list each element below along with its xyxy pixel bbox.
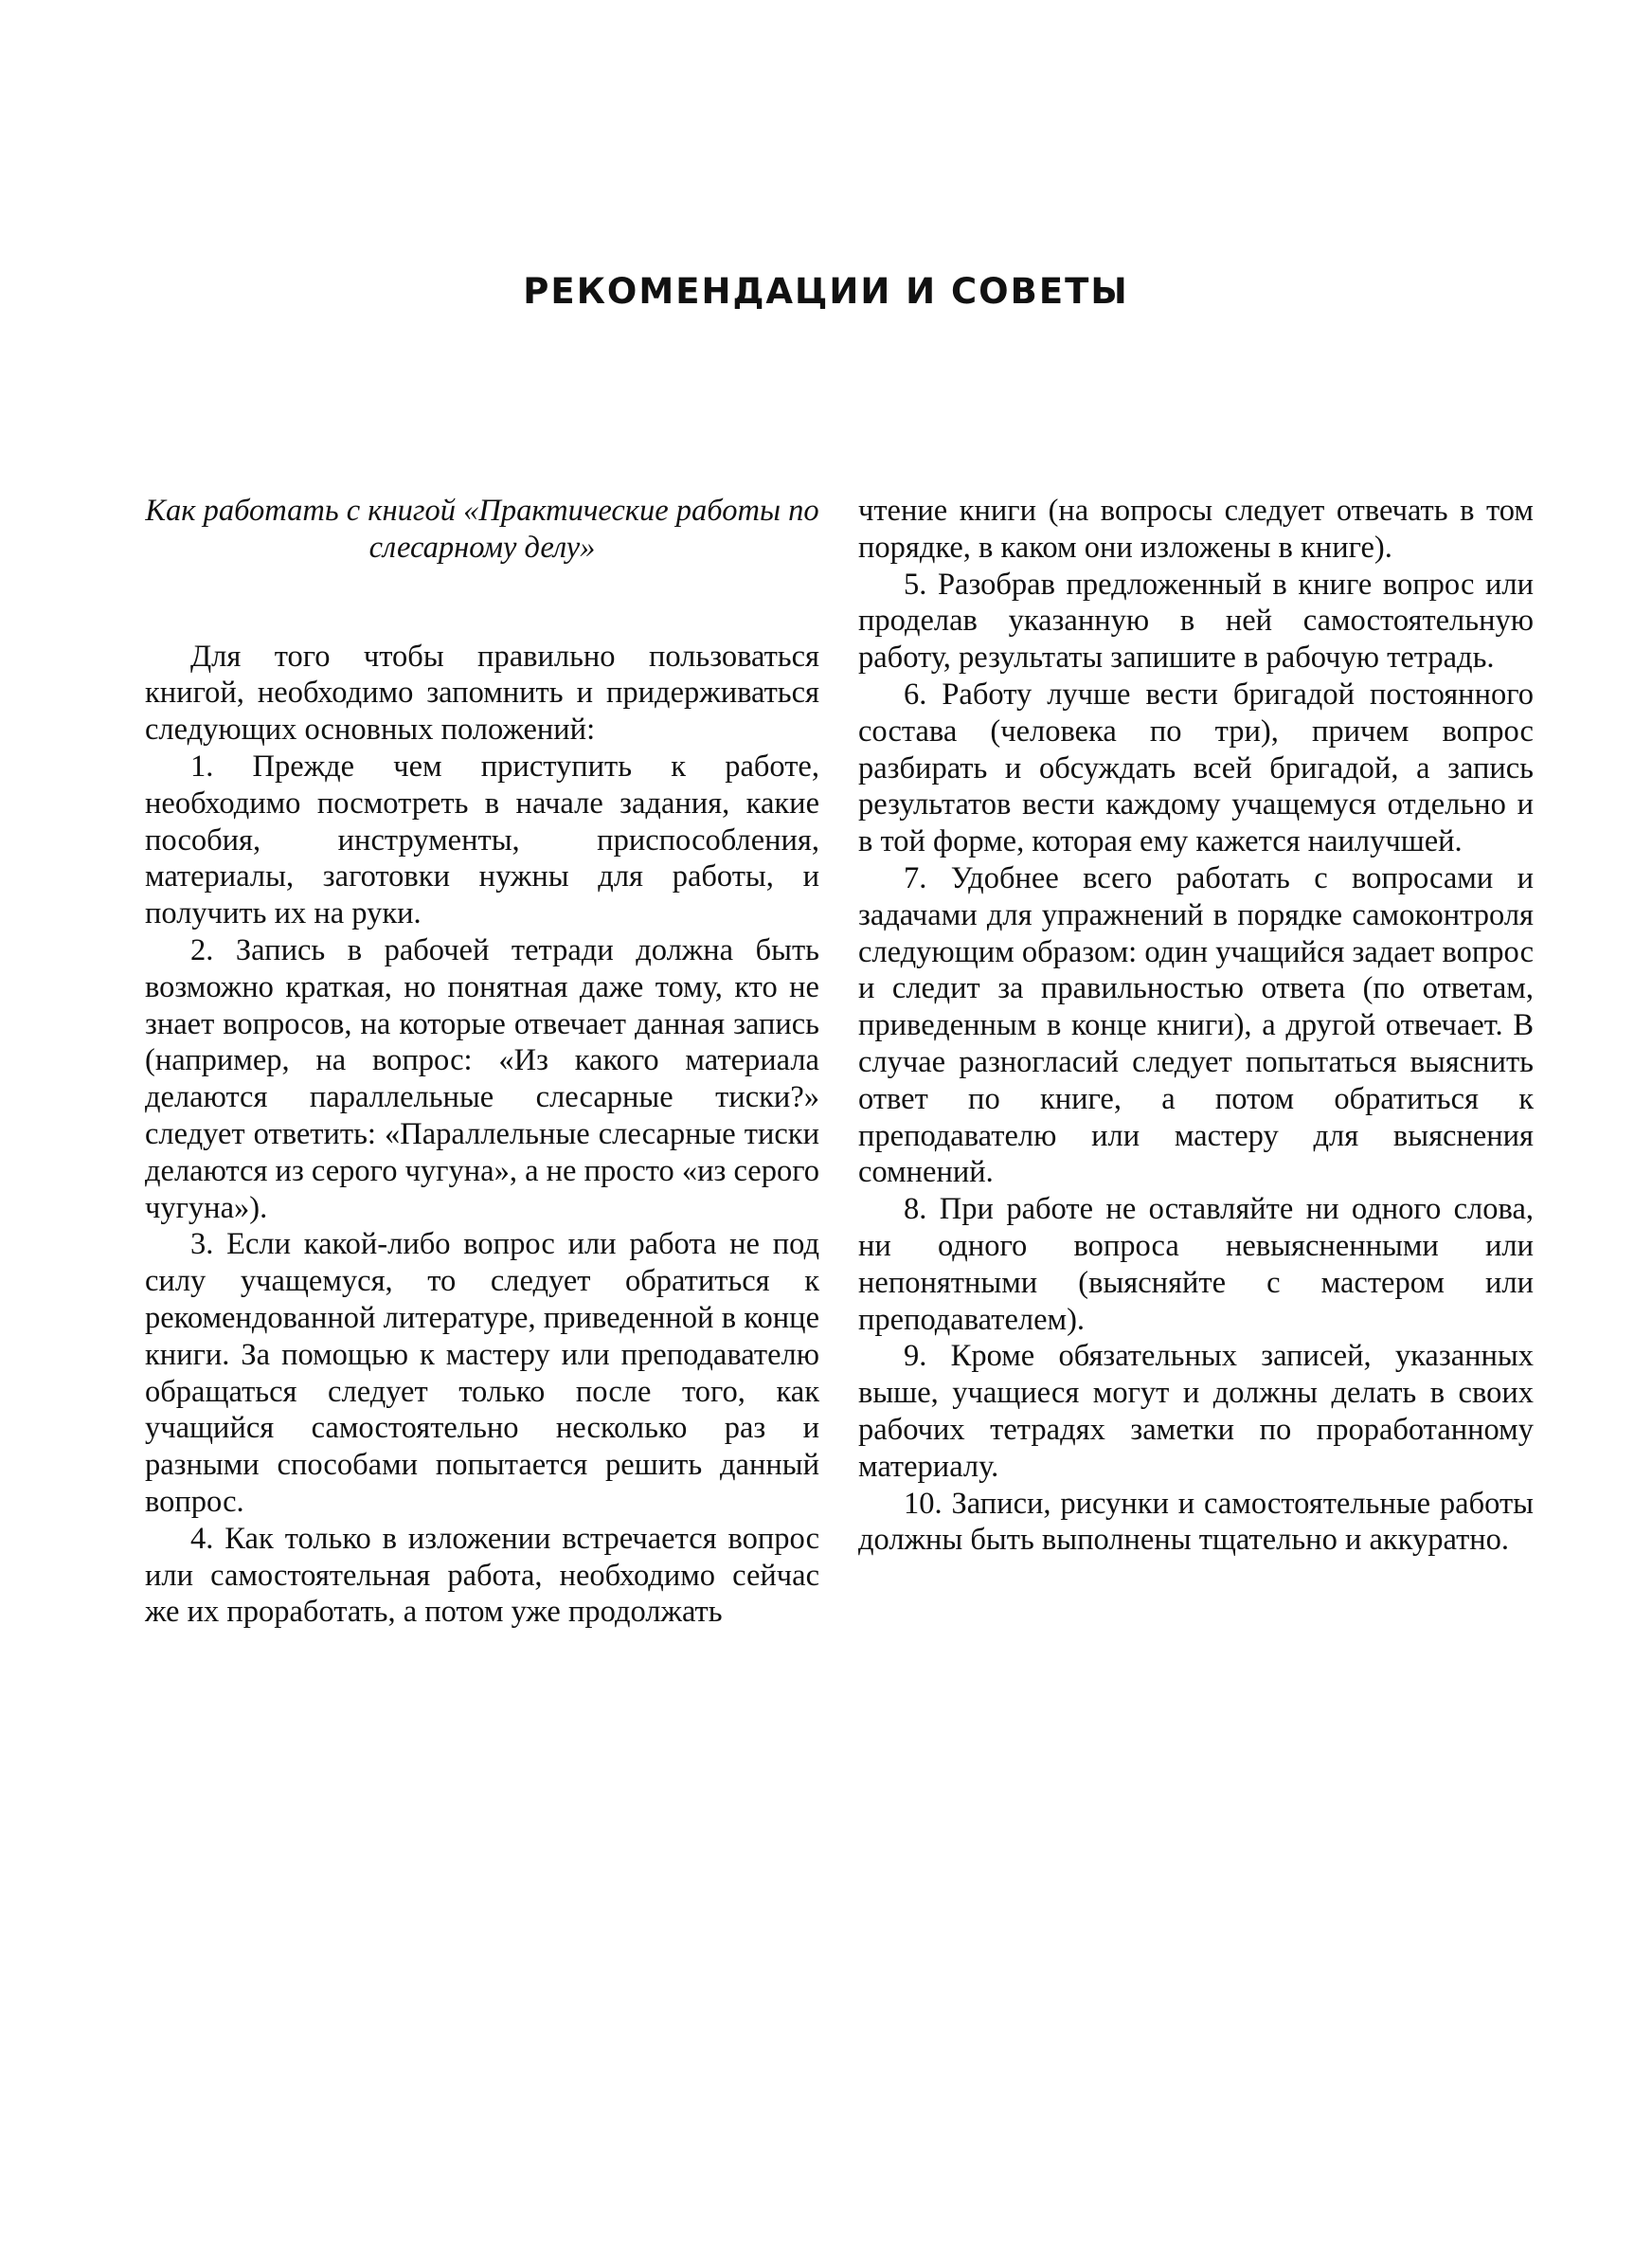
list-item: 6. Работу лучше вести бригадой постоянного состава (человека по три), причем вопрос разбирать и обсуждать всей бригадой, а запись результатов вести каждому учащемуся отдельно и в той форме, которая ему кажется наилучшей. bbox=[858, 677, 1534, 859]
list-item-continuation: чтение книги (на вопросы следует отвечать в том порядке, в каком они изложены в книге). bbox=[858, 494, 1534, 565]
list-item: 10. Записи, рисунки и самостоятельные работы должны быть выполнены тщательно и аккуратно. bbox=[858, 1486, 1534, 1558]
right-column bbox=[858, 493, 1534, 1559]
section-heading: Как работать с книгой «Практические работы по слесарному делу» bbox=[145, 494, 819, 565]
intro-paragraph: Для того чтобы правильно пользоваться книгой, необходимо запомнить и придерживаться следующих основных положений: bbox=[145, 639, 819, 748]
list-item: 9. Кроме обязательных записей, указанных выше, учащиеся могут и должны делать в своих рабочих тетрадях заметки по проработанному материалу. bbox=[858, 1339, 1534, 1484]
list-item: 7. Удобнее всего работать с вопросами и задачами для упражнений в порядке самоконтроля следующим образом: один учащийся задает вопрос и следит за правильностью ответа (по ответам, приведенным в конце книги), а другой отвечает. В случае разногласий следует попытаться выяснить ответ по книге, а потом обратиться к преподавателю или мастеру для выяснения сомнений. bbox=[858, 860, 1534, 1190]
list-item: 4. Как только в изложении встречается вопрос или самостоятельная работа, необходимо сейчас же их проработать, а потом уже продолжать bbox=[145, 1521, 819, 1630]
list-item: 2. Запись в рабочей тетради должна быть возможно краткая, но понятная даже тому, кто не знает вопросов, на которые отвечает данная запись (например, на вопрос: «Из какого материала делаются параллельные слесарные тиски?» следует ответить: «Параллельные слесарные тиски делаются из серого чугуна», а не просто «из серого чугуна»). bbox=[145, 932, 819, 1225]
list-item: 5. Разобрав предложенный в книге вопрос или проделав указанную в ней самостоятельную работу, результаты запишите в рабочую тетрадь. bbox=[858, 567, 1534, 676]
left-column bbox=[145, 493, 819, 1631]
page-title: РЕКОМЕНДАЦИИ И СОВЕТЫ bbox=[523, 271, 1129, 312]
list-item: 8. При работе не оставляйте ни одного слова, ни одного вопроса невыясненными или непонятными (выясняйте с мастером или преподавателем). bbox=[858, 1192, 1534, 1337]
list-item: 3. Если какой-либо вопрос или работа не под силу учащемуся, то следует обратиться к рекомендованной литературе, приведенной в конце книги. За помощью к мастеру или преподавателю обращаться следует только после того, как учащийся самостоятельно несколько раз и разными способами попытается решить данный вопрос. bbox=[145, 1227, 819, 1519]
list-item: 1. Прежде чем приступить к работе, необходимо посмотреть в начале задания, какие пособия, инструменты, приспособления, материалы, заготовки нужны для работы, и получить их на руки. bbox=[145, 749, 819, 931]
